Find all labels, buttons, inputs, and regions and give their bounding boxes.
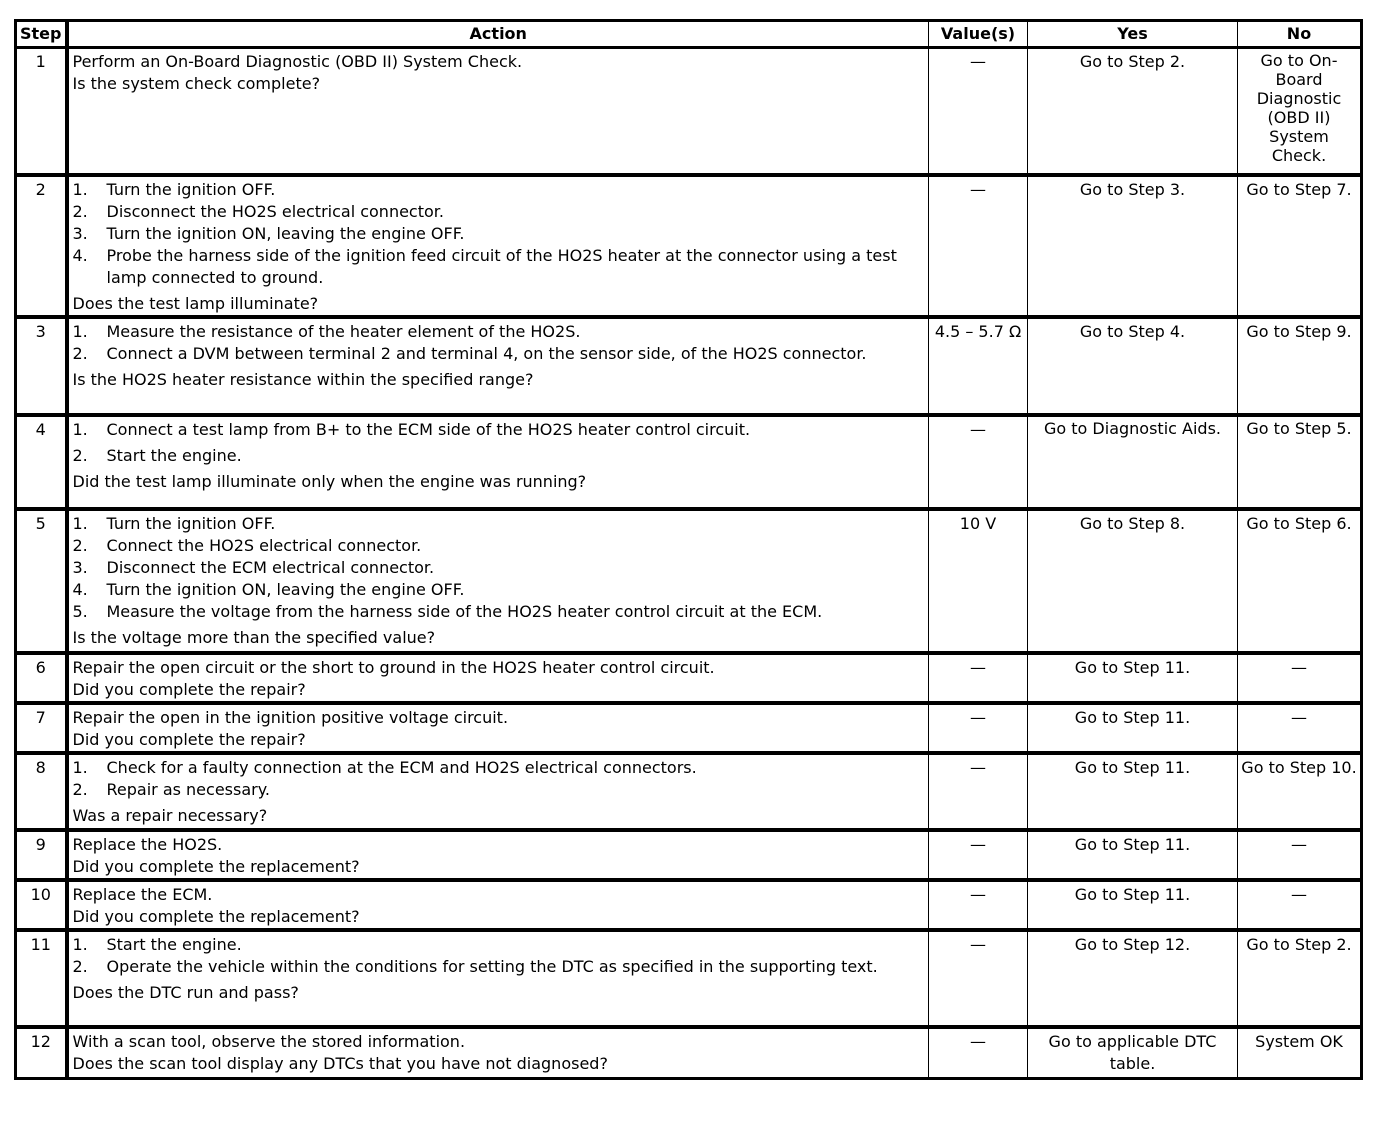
action-step-number: 2.: [72, 956, 88, 976]
action-question: Did you complete the repair?: [72, 679, 306, 699]
action-step-list: [73, 179, 924, 289]
value-cell: 10 V: [929, 509, 1028, 653]
no-cell: Go to Step 7.: [1238, 175, 1362, 317]
action-step-number: 3.: [72, 223, 88, 243]
action-question: Did you complete the replacement?: [72, 906, 360, 926]
value-cell: —: [929, 175, 1028, 317]
action-step-number: 1.: [72, 179, 88, 199]
yes-cell: Go to Step 11.: [1028, 880, 1238, 930]
action-step-text: Measure the resistance of the heater element of the HO2S.: [106, 321, 581, 341]
action-step-number: 4.: [72, 245, 88, 265]
step-number: 12: [16, 1027, 67, 1079]
action-cell: [67, 880, 929, 930]
yes-cell: Go to Step 3.: [1028, 175, 1238, 317]
no-cell: —: [1238, 703, 1362, 753]
action-step: [73, 245, 924, 289]
yes-cell: Go to Step 11.: [1028, 830, 1238, 880]
action-cell: [67, 653, 929, 703]
value-cell: —: [929, 703, 1028, 753]
action-step: [73, 343, 924, 365]
step-number: 7: [16, 703, 67, 753]
action-instruction: Repair the open in the ignition positive voltage circuit.: [72, 707, 509, 727]
action-step: [73, 757, 924, 779]
action-instruction: Replace the HO2S.: [72, 834, 223, 854]
action-question: Is the voltage more than the specified value?: [72, 627, 436, 647]
table-row: [16, 1027, 1362, 1079]
header-row: [16, 21, 1362, 48]
table-row: [16, 753, 1362, 830]
table-row: [16, 653, 1362, 703]
action-step: [73, 579, 924, 601]
action-step-number: 4.: [72, 579, 88, 599]
no-cell: —: [1238, 653, 1362, 703]
action-step-number: 2.: [72, 779, 88, 799]
action-step-text: Disconnect the HO2S electrical connector.: [106, 201, 444, 221]
action-step: [73, 934, 924, 956]
action-step-text: Turn the ignition OFF.: [106, 513, 276, 533]
action-instruction: With a scan tool, observe the stored information.: [72, 1031, 466, 1051]
table-row: [16, 703, 1362, 753]
action-step-number: 1.: [72, 934, 88, 954]
action-instruction: Replace the ECM.: [72, 884, 213, 904]
table-row: [16, 830, 1362, 880]
table-row: [16, 48, 1362, 175]
action-question: Does the DTC run and pass?: [72, 982, 299, 1002]
action-step-text: Check for a faulty connection at the ECM and HO2S electrical connectors.: [106, 757, 697, 777]
value-cell: —: [929, 880, 1028, 930]
header-values: Value(s): [929, 21, 1028, 48]
action-step-text: Connect a test lamp from B+ to the ECM side of the HO2S heater control circuit.: [106, 419, 751, 439]
action-step-number: 5.: [72, 601, 88, 621]
no-cell: —: [1238, 880, 1362, 930]
no-cell: Go to Step 9.: [1238, 317, 1362, 415]
action-cell: [67, 830, 929, 880]
no-cell: —: [1238, 830, 1362, 880]
step-number: 3: [16, 317, 67, 415]
action-cell: [67, 415, 929, 509]
action-step-list: [73, 934, 924, 978]
value-cell: —: [929, 830, 1028, 880]
header-step: Step: [16, 21, 67, 48]
action-step-number: 1.: [72, 757, 88, 777]
step-number: 8: [16, 753, 67, 830]
yes-cell: Go to Step 2.: [1028, 48, 1238, 175]
table-row: [16, 317, 1362, 415]
action-step-text: Disconnect the ECM electrical connector.: [106, 557, 435, 577]
no-cell: Go to Step 10.: [1238, 753, 1362, 830]
yes-cell: Go to Step 11.: [1028, 653, 1238, 703]
action-question: Does the test lamp illuminate?: [72, 293, 319, 313]
action-step: [73, 445, 924, 467]
action-question: Did the test lamp illuminate only when the engine was running?: [72, 471, 587, 491]
action-question: Is the HO2S heater resistance within the specified range?: [72, 369, 534, 389]
action-cell: [67, 1027, 929, 1079]
action-step-number: 1.: [72, 419, 88, 439]
step-number: 10: [16, 880, 67, 930]
step-number: 9: [16, 830, 67, 880]
action-cell: [67, 930, 929, 1027]
action-step: [73, 557, 924, 579]
value-cell: —: [929, 753, 1028, 830]
action-step: [73, 419, 924, 441]
action-step-list: [73, 513, 924, 623]
step-number: 1: [16, 48, 67, 175]
action-step: [73, 223, 924, 245]
action-step-list: [73, 419, 924, 467]
action-cell: [67, 175, 929, 317]
action-step-text: Measure the voltage from the harness side of the HO2S heater control circuit at the ECM.: [106, 601, 823, 621]
action-question: Did you complete the repair?: [72, 729, 306, 749]
action-instruction: Perform an On-Board Diagnostic (OBD II) System Check.: [72, 52, 523, 71]
action-step: [73, 513, 924, 535]
action-step-number: 2.: [72, 535, 88, 555]
yes-cell: Go to Step 4.: [1028, 317, 1238, 415]
action-step-text: Operate the vehicle within the conditions for setting the DTC as specified in the supporting text.: [106, 956, 878, 976]
no-cell: Go to Step 2.: [1238, 930, 1362, 1027]
action-question: Does the scan tool display any DTCs that you have not diagnosed?: [72, 1053, 608, 1073]
action-step-text: Connect the HO2S electrical connector.: [106, 535, 422, 555]
action-step-text: Probe the harness side of the ignition feed circuit of the HO2S heater at the connector using a test lamp connected to ground.: [106, 245, 897, 287]
action-step-number: 2.: [72, 201, 88, 221]
diagnostic-table: [14, 19, 1363, 1080]
action-step: [73, 321, 924, 343]
action-step-text: Repair as necessary.: [106, 779, 270, 799]
action-step-list: [73, 321, 924, 365]
action-step: [73, 179, 924, 201]
action-cell: [67, 317, 929, 415]
action-question: Was a repair necessary?: [72, 805, 268, 825]
value-cell: —: [929, 930, 1028, 1027]
action-question: Is the system check complete?: [72, 74, 321, 93]
action-cell: [67, 753, 929, 830]
yes-cell: Go to Step 11.: [1028, 703, 1238, 753]
value-cell: —: [929, 1027, 1028, 1079]
header-no: No: [1238, 21, 1362, 48]
yes-cell: Go to Step 12.: [1028, 930, 1238, 1027]
action-cell: [67, 48, 929, 175]
action-instruction: Repair the open circuit or the short to ground in the HO2S heater control circuit.: [72, 657, 715, 677]
action-step: [73, 201, 924, 223]
no-cell: Go to Step 5.: [1238, 415, 1362, 509]
action-step-text: Start the engine.: [106, 934, 242, 954]
yes-cell: Go to applicable DTC table.: [1028, 1027, 1238, 1079]
value-cell: —: [929, 653, 1028, 703]
no-cell: System OK: [1238, 1027, 1362, 1079]
action-step-text: Connect a DVM between terminal 2 and terminal 4, on the sensor side, of the HO2S connector.: [106, 343, 867, 363]
header-yes: Yes: [1028, 21, 1238, 48]
yes-cell: Go to Diagnostic Aids.: [1028, 415, 1238, 509]
action-step-list: [73, 757, 924, 801]
action-step-text: Turn the ignition ON, leaving the engine OFF.: [106, 579, 465, 599]
value-cell: —: [929, 415, 1028, 509]
step-number: 5: [16, 509, 67, 653]
action-step-number: 1.: [72, 513, 88, 533]
no-cell: Go to Step 6.: [1238, 509, 1362, 653]
action-step: [73, 779, 924, 801]
step-number: 2: [16, 175, 67, 317]
no-cell: Go to On-Board Diagnostic (OBD II) System Check.: [1238, 48, 1362, 175]
table-body: [16, 48, 1362, 1079]
action-step: [73, 601, 924, 623]
value-cell: 4.5 – 5.7 Ω: [929, 317, 1028, 415]
action-step-number: 2.: [72, 445, 88, 465]
step-number: 6: [16, 653, 67, 703]
action-step: [73, 956, 924, 978]
table-row: [16, 415, 1362, 509]
action-step-number: 2.: [72, 343, 88, 363]
action-step-number: 1.: [72, 321, 88, 341]
table-row: [16, 175, 1362, 317]
step-number: 11: [16, 930, 67, 1027]
action-step-text: Turn the ignition ON, leaving the engine OFF.: [106, 223, 465, 243]
action-step-text: Start the engine.: [106, 445, 242, 465]
action-question: Did you complete the replacement?: [72, 856, 360, 876]
yes-cell: Go to Step 8.: [1028, 509, 1238, 653]
action-step-text: Turn the ignition OFF.: [106, 179, 276, 199]
step-number: 4: [16, 415, 67, 509]
action-cell: [67, 703, 929, 753]
action-cell: [67, 509, 929, 653]
table-row: [16, 930, 1362, 1027]
value-cell: —: [929, 48, 1028, 175]
header-action: Action: [67, 21, 929, 48]
yes-cell: Go to Step 11.: [1028, 753, 1238, 830]
action-step-number: 3.: [72, 557, 88, 577]
table-row: [16, 880, 1362, 930]
table-row: [16, 509, 1362, 653]
action-step: [73, 535, 924, 557]
